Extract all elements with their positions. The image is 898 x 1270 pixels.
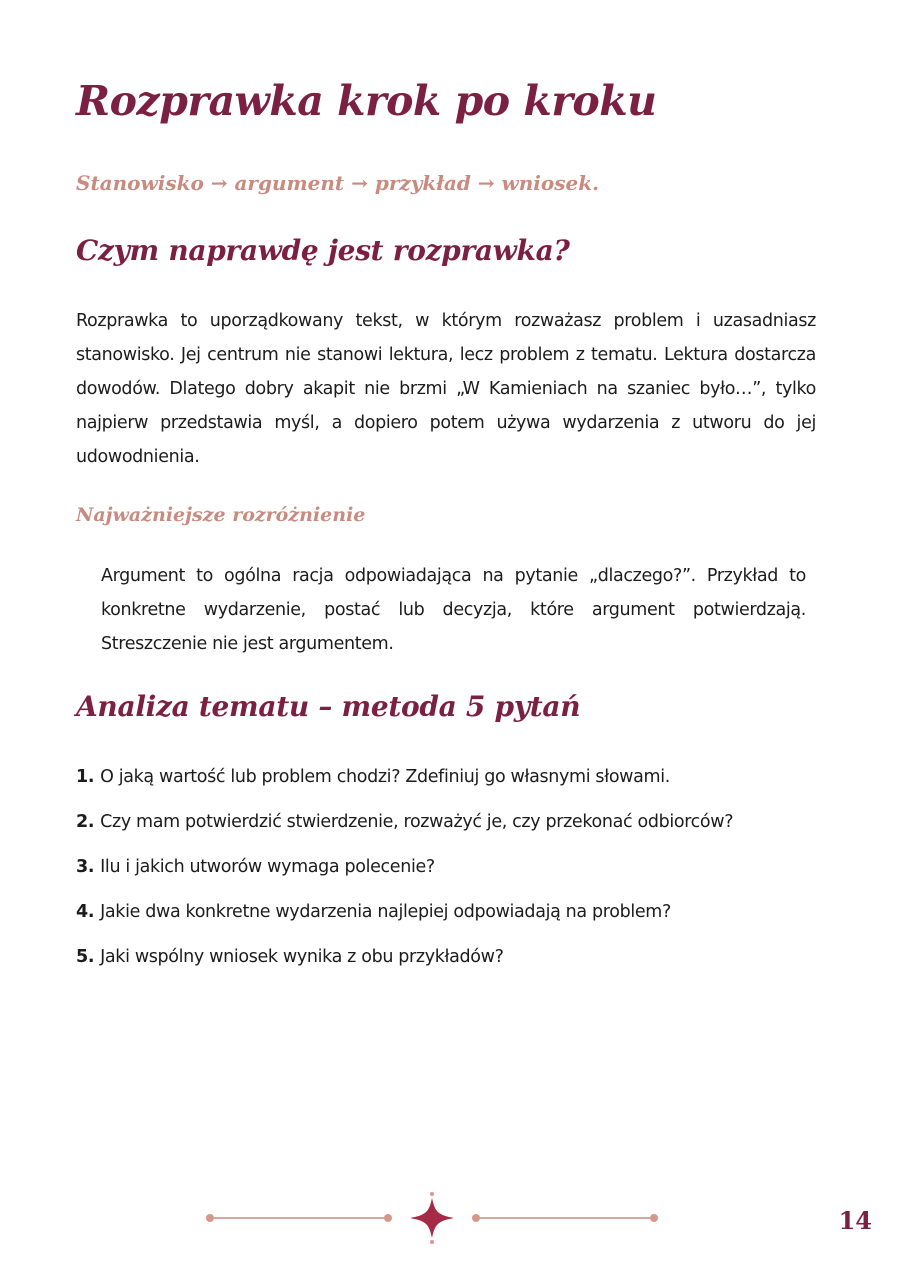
section-heading-analysis: Analiza tematu – metoda 5 pytań (76, 690, 581, 723)
list-text: O jaką wartość lub problem chodzi? Zdefiniuj go własnymi słowami. (100, 767, 670, 787)
list-text: Jaki wspólny wniosek wynika z obu przykładów? (100, 947, 504, 967)
list-text: Czy mam potwierdzić stwierdzenie, rozważyć je, czy przekonać odbiorców? (100, 812, 734, 832)
list-item (76, 760, 816, 794)
list-number: 3. (76, 857, 95, 877)
list-text: Jakie dwa konkretne wydarzenia najlepiej odpowiadają na problem? (100, 902, 671, 922)
page-subtitle: Stanowisko → argument → przykład → wniosek. (76, 171, 600, 195)
list-item (76, 940, 816, 974)
list-item (76, 895, 816, 929)
list-number: 5. (76, 947, 95, 967)
list-item (76, 805, 816, 839)
distinction-callout: Argument to ogólna racja odpowiadająca na pytanie „dlaczego?”. Przykład to konkretne wydarzenie, postać lub decyzja, które argument potwierdzają. Streszczenie nie jest argumentem. (101, 566, 806, 654)
four-point-star-icon (198, 1188, 668, 1248)
list-text: Ilu i jakich utworów wymaga polecenie? (100, 857, 435, 877)
intro-paragraph: Rozprawka to uporządkowany tekst, w którym rozważasz problem i uzasadniasz stanowisko. Jej centrum nie stanowi lektura, lecz problem z tematu. Lektura dostarcza dowodów. Dlatego dobry akapit nie brzmi „W Kamieniach na szaniec było…”, tylko najpierw przedstawia myśl, a dopiero potem używa wydarzenia z utworu do jej udowodnienia. (76, 311, 816, 467)
section-heading-what-is: Czym naprawdę jest rozprawka? (76, 234, 570, 267)
list-number: 2. (76, 812, 95, 832)
question-list (76, 760, 816, 985)
page-title: Rozprawka krok po kroku (76, 77, 657, 125)
distinction-heading: Najważniejsze rozróżnienie (76, 504, 366, 526)
list-number: 1. (76, 767, 95, 787)
list-number: 4. (76, 902, 95, 922)
page-number: 14 (838, 1206, 872, 1235)
list-item (76, 850, 816, 884)
